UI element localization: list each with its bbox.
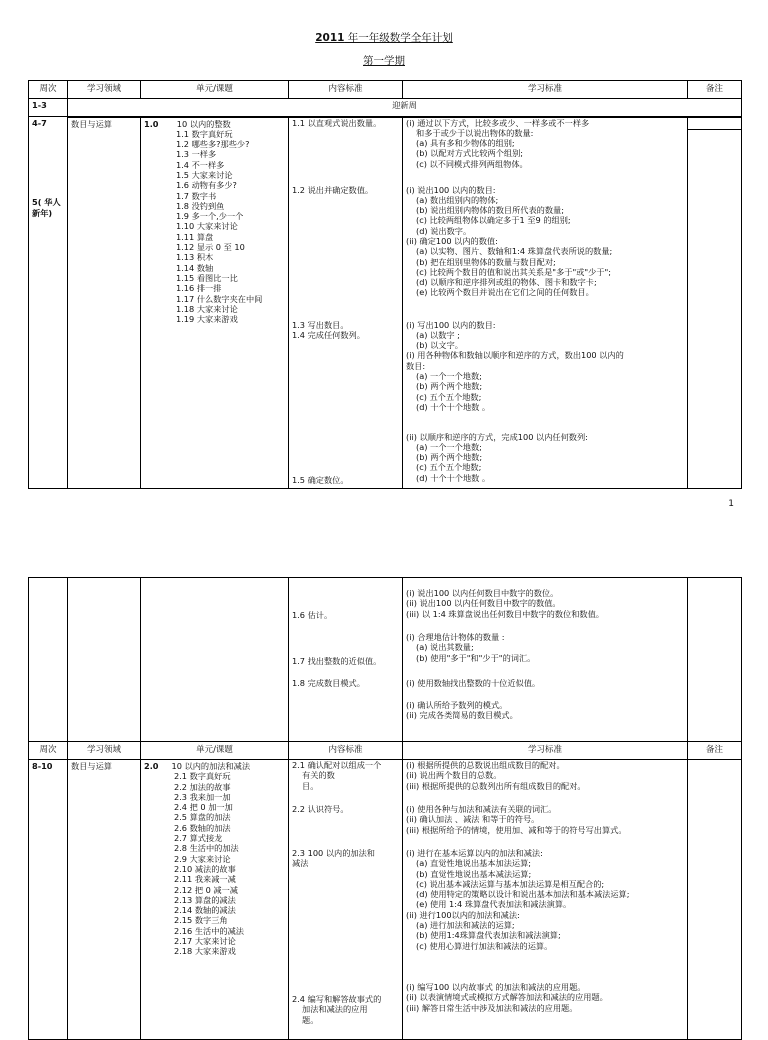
text-line: (i) 使用数轴找出整数的十位近似值。: [406, 678, 541, 688]
lesson-item: 1.11 算盘: [176, 231, 214, 242]
header-unit: 单元/课题: [141, 81, 289, 99]
text-line: (c) 使用心算进行加法和减法的运算。: [416, 940, 553, 951]
welcome-text: 迎新周: [68, 99, 742, 117]
lesson-item: 1.8 没钓到鱼: [176, 200, 225, 211]
text-line: (a) 一个一个地数;: [416, 441, 482, 452]
lesson-item: 1.18 大家来讨论: [176, 303, 238, 314]
plan-table-1: [28, 80, 742, 489]
page-number: 1: [728, 499, 734, 509]
lesson-item: 2.11 我来减一减: [174, 874, 236, 885]
header-week: 周次: [29, 81, 68, 99]
week-cell: 4-7 5( 华人新年): [29, 117, 68, 489]
document-title: 2011 年一年级数学全年计划: [315, 32, 453, 44]
remark-cell: [688, 117, 742, 489]
text-line: (ii) 进行100以内的加法和减法:: [406, 909, 520, 920]
text-line: 2.3 100 以内的加法和: [292, 848, 375, 858]
text-line: (e) 比较两个数目并说出在它们之间的任何数目。: [416, 287, 594, 298]
standard-cell: [403, 117, 688, 489]
header-remark: 备注: [688, 81, 742, 99]
lesson-item: 1.2 哪些多?那些少?: [176, 139, 250, 150]
lesson-item: 2.5 算盘的加法: [174, 812, 231, 823]
text-line: 数目:: [406, 360, 426, 371]
text-line: 加法和减法的应用: [302, 1004, 368, 1015]
header-domain: 学习领域: [68, 81, 141, 99]
content-cell: 1.1 以直观式说出数量。 1.2 说出并确定数值。 1.3 写出数目。 1.4 完成任何数列。 1.5 确定数位。: [289, 117, 403, 489]
lesson-item: 2.4 把 0 加一加: [174, 802, 233, 813]
text-line: (a) 以实物、图片、数轴和1:4 珠算盘代表所说的数量;: [416, 246, 613, 257]
week-cell: 8-10: [29, 760, 68, 1040]
text-line: 减法: [292, 858, 309, 869]
lesson-item: 1.4 不一样多: [176, 159, 225, 170]
text-line: (iii) 根据所给予的情境，使用加、减和等于的符号写出算式。: [406, 824, 627, 835]
text-line: (b) 使用1:4珠算盘代表加法和减法演算;: [416, 930, 561, 941]
content-cell: 2.1 确认配对以组成一个 有关的数 目。 2.2 认识符号。 2.3 100 以内的加法和 减法 2.4 编写和解答故事式的 加法和减法的应用 题。: [289, 760, 403, 1040]
lesson-item: 2.8 生活中的加法: [174, 843, 239, 854]
lesson-item: 1.6 动物有多少?: [176, 180, 237, 191]
lesson-item: 2.6 数轴的加法: [174, 822, 231, 833]
text-line: (c) 说出基本减法运算与基本加法运算是相互配合的;: [416, 878, 605, 889]
text-line: 有关的数: [302, 770, 335, 781]
header-standard: 学习标准: [403, 81, 688, 99]
text-line: (i) 说出100 以内的数目:: [406, 184, 496, 195]
lesson-item: 1.9 多一个,少一个: [176, 211, 244, 222]
lesson-item: 1.12 显示 0 至 10: [176, 242, 245, 253]
lesson-item: 1.16 排一排: [176, 283, 222, 294]
text-line: 目。: [302, 780, 319, 791]
text-line: (c) 比较两组物体以确定多于1 至9 的组别;: [416, 215, 571, 226]
content-cell: 1.6 估计。 1.7 找出整数的近似值。 1.8 完成数目模式。: [289, 578, 403, 742]
lesson-item: 2.13 算盘的减法: [174, 894, 236, 905]
text-line: (i) 编写100 以内故事式 的加法和减法的应用题。: [406, 982, 586, 992]
text-line: (b) 两个两个地数;: [416, 381, 483, 392]
text-line: (i) 使用各种与加法和减法有关联的词汇。: [406, 804, 557, 814]
lesson-item: 2.2 加法的故事: [174, 781, 231, 792]
lesson-item: 2.18 大家来游戏: [174, 946, 236, 957]
text-line: (i) 写出100 以内的数目:: [406, 319, 496, 330]
text-line: (i) 通过以下方式，比较多或少、一样多或不一样多: [406, 117, 590, 128]
lesson-item: 1.15 看图比一比: [176, 272, 238, 283]
lesson-item: 2.9 大家来讨论: [174, 853, 231, 864]
lesson-item: 2.15 数字三角: [174, 915, 228, 926]
header-content: 内容标准: [289, 81, 403, 99]
text-line: 题。: [302, 1014, 319, 1025]
standard-cell: [403, 578, 688, 742]
text-line: (a) 进行加法和减法的运算;: [416, 920, 515, 931]
text-line: (i) 说出100 以内任何数目中数字的数位。: [406, 588, 559, 598]
lesson-item: 2.16 生活中的减法: [174, 925, 244, 936]
text-line: (ii) 以表演情境式或模拟方式解答加法和减法的应用题。: [406, 992, 608, 1003]
text-line: (a) 说出其数量;: [416, 642, 474, 653]
lesson-item: 2.12 把 0 减一减: [174, 884, 238, 895]
welcome-week: 1-3: [29, 99, 68, 117]
lesson-item: 2.3 我来加一加: [174, 791, 231, 802]
text-line: (a) 直觉性地说出基本加法运算;: [416, 858, 532, 869]
text-line: (d) 使用特定的策略以设计和说出基本加法和基本减法运算;: [416, 889, 630, 900]
text-line: (b) 两个两个地数;: [416, 452, 483, 463]
text-line: (i) 进行在基本运算以内的加法和减法:: [406, 848, 543, 858]
lesson-list: [144, 771, 285, 956]
semester-title: 第一学期: [363, 55, 405, 67]
text-line: (b) 以文字。: [416, 340, 463, 351]
unit-cell: 1.0 10 以内的整数 1.1 数字真好玩 1.2 哪些多?那些少? 1.3 一样多 1.4 不一样多 1.5 大家来讨论 1.6 动物有多少? 1.7 数字书 1.8 没钓到鱼 1.9 多一个,少一个 1.10 大家来讨论 1.11 算盘 1.12 显示 0 至 10 1.13 积木 1.14 数轴 1.15 看图比一比 1.16 排一排 1.17 什么数字夹在中间 1.18 大家来讨论 1.19 大家来游戏: [141, 117, 289, 489]
text-line: (c) 以不同模式排列两组物体。: [416, 158, 528, 169]
text-line: (d) 以顺序和逆序排列或组的物体、图卡和数字卡;: [416, 277, 597, 288]
text-line: (e) 使用 1:4 珠算盘代表加法和减法演算。: [416, 899, 572, 910]
text-line: (b) 直觉性地说出基本减法运算;: [416, 868, 532, 879]
text-line: (b) 使用"多于"和"少于"的词汇。: [416, 652, 536, 663]
text-line: (a) 具有多和少物体的组别;: [416, 138, 515, 149]
text-line: (i) 合理地估计物体的数量 :: [406, 632, 505, 642]
lesson-item: 1.14 数轴: [176, 262, 214, 273]
lesson-item: 1.10 大家来讨论: [176, 221, 238, 232]
lesson-item: 2.7 算式接龙: [174, 833, 223, 844]
plan-table-2: [28, 577, 742, 1040]
section-row: [29, 117, 742, 489]
text-line: (ii) 说出两个数目的总数。: [406, 770, 502, 781]
header-row-2: 周次 学习领域 单元/课题 内容标准 学习标准 备注: [29, 742, 742, 760]
lesson-item: 1.3 一样多: [176, 149, 217, 160]
text-line: (a) 一个一个地数;: [416, 370, 482, 381]
header-row: [29, 81, 742, 99]
lesson-list: [144, 129, 285, 325]
text-line: 2.4 编写和解答故事式的: [292, 994, 382, 1004]
lesson-item: 1.19 大家来游戏: [176, 314, 238, 325]
text-line: (c) 五个五个地数;: [416, 391, 482, 402]
text-line: (i) 根据所提供的总数说出组成数目的配对。: [406, 760, 565, 770]
text-line: (iii) 解答日常生活中涉及加法和减法的应用题。: [406, 1002, 578, 1013]
text-line: (c) 五个五个地数;: [416, 462, 482, 473]
text-line: 2.1 确认配对以组成一个: [292, 760, 382, 770]
lesson-item: 2.10 减法的故事: [174, 863, 236, 874]
text-line: (a) 数出组别内的物体;: [416, 194, 499, 205]
standard-cell: [403, 760, 688, 1040]
text-line: (ii) 确认加法 、减法 和等于的符号。: [406, 814, 540, 825]
lesson-item: 1.13 积木: [176, 252, 214, 263]
lesson-item: 2.14 数轴的减法: [174, 905, 236, 916]
text-line: (c) 比较两个数目的值和说出其关系是"多于"或"少于";: [416, 266, 612, 277]
text-line: (iii) 根据所提供的总数列出所有组成数目的配对。: [406, 780, 586, 791]
text-line: (b) 把在组别里物体的数量与数目配对;: [416, 256, 556, 267]
domain-cell: 数目与运算: [68, 760, 141, 1040]
domain-cell: 数目与运算: [68, 117, 141, 489]
lesson-item: 1.1 数字真好玩: [176, 128, 233, 139]
text-line: (ii) 说出100 以内任何数目中数字的数值。: [406, 598, 561, 609]
unit-cell: 2.0 10 以内的加法和减法 2.1 数字真好玩 2.2 加法的故事 2.3 我来加一加 2.4 把 0 加一加 2.5 算盘的加法 2.6 数轴的加法 2.7 算式接龙 2.8 生活中的加法 2.9 大家来讨论 2.10 减法的故事 2.11 我来减一减 2.12 把 0 减一减 2.13 算盘的减法 2.14 数轴的减法 2.15 数字三角 2.16 生活中的减法 2.17 大家来讨论 2.18 大家来游戏: [141, 760, 289, 1040]
text-line: (b) 以配对方式比较两个组别;: [416, 148, 524, 159]
text-line: (iii) 以 1:4 珠算盘说出任何数目中数字的数位和数值。: [406, 608, 604, 619]
text-line: (a) 以数字 ;: [416, 329, 460, 340]
lesson-item: 1.7 数字书: [176, 190, 217, 201]
section-row-2: [29, 760, 742, 1040]
text-line: 和多于或少于以说出物体的数量:: [416, 127, 534, 138]
lesson-item: 2.17 大家来讨论: [174, 936, 236, 947]
lesson-item: 1.5 大家来讨论: [176, 169, 233, 180]
text-line: (d) 十个十个地数 。: [416, 472, 491, 483]
welcome-row: [29, 99, 742, 117]
lesson-item: 1.17 什么数字夹在中间: [176, 293, 263, 304]
text-line: (i) 用各种物体和数轴以顺序和逆序的方式，数出100 以内的: [406, 350, 624, 361]
text-line: (ii) 以顺序和逆序的方式，完成100 以内任何数列:: [406, 431, 588, 442]
text-line: (d) 十个十个地数 。: [416, 401, 491, 412]
text-line: (ii) 确定100 以内的数值:: [406, 235, 498, 246]
text-line: (i) 确认所给予数列的模式。: [406, 700, 508, 710]
text-line: (ii) 完成各类简易的数目模式。: [406, 710, 518, 721]
text-line: (b) 说出组别内物体的数目所代表的数量;: [416, 205, 564, 216]
lesson-item: 2.1 数字真好玩: [174, 771, 231, 782]
text-line: (d) 说出数字。: [416, 225, 472, 236]
continued-row: [29, 578, 742, 742]
